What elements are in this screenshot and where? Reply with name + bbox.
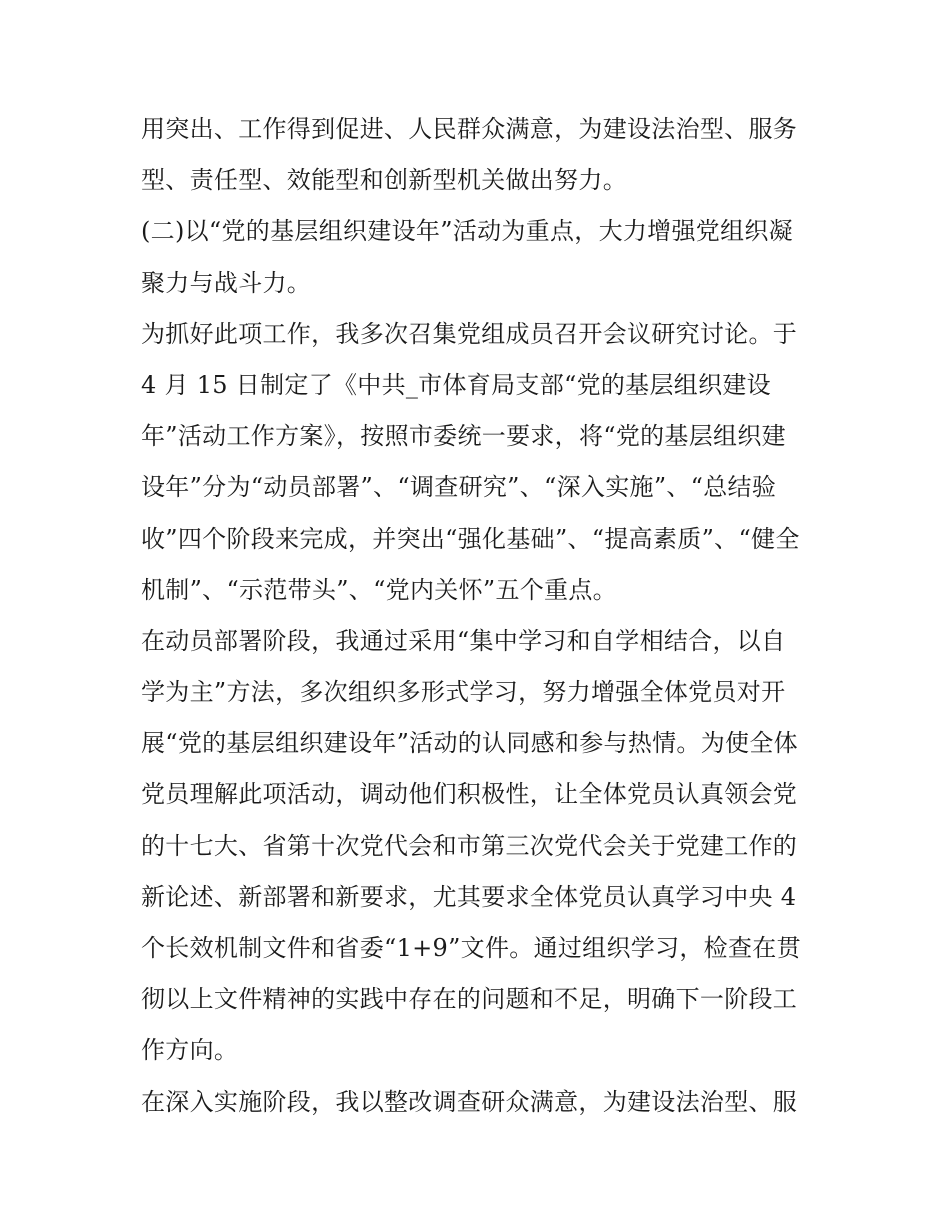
text-line: 型、责任型、效能型和创新型机关做出努力。 [141, 166, 627, 195]
text-line: 作方向。 [141, 1036, 239, 1065]
text-line: 新论述、新部署和新要求，尤其要求全体党员认真学习中央 4 [141, 882, 797, 911]
section-heading [141, 206, 821, 308]
paragraph [141, 1077, 821, 1128]
text-line: (二)以“党的基层组织建设年”活动为重点，大力增强党组织凝 [141, 217, 793, 246]
paragraph [141, 616, 821, 1077]
text-line: 4 月 15 日制定了《中共_市体育局支部“党的基层组织建设 [141, 370, 771, 399]
text-line: 彻以上文件精神的实践中存在的问题和不足，明确下一阶段工 [141, 985, 798, 1014]
paragraph [141, 104, 821, 206]
text-line: 为抓好此项工作，我多次召集党组成员召开会议研究讨论。于 [141, 319, 798, 348]
text-line: 机制”、“示范带头”、“党内关怀”五个重点。 [141, 575, 617, 604]
text-line: 在深入实施阶段，我以整改调查研众满意，为建设法治型、服 [141, 1087, 798, 1116]
text-line: 设年”分为“动员部署”、“调查研究”、“深入实施”、“总结验 [141, 473, 777, 502]
text-line: 用突出、工作得到促进、人民群众满意，为建设法治型、服务 [141, 115, 798, 143]
paragraph [141, 309, 821, 616]
text-line: 的十七大、省第十次党代会和市第三次党代会关于党建工作的 [141, 831, 798, 860]
text-line: 个长效机制文件和省委“1+9”文件。通过组织学习，检查在贯 [141, 934, 801, 962]
text-line: 年”活动工作方案》，按照市委统一要求，将“党的基层组织建 [141, 422, 786, 451]
text-line: 展“党的基层组织建设年”活动的认同感和参与热情。为使全体 [141, 729, 798, 758]
text-line: 收”四个阶段来完成，并突出“强化基础”、“提高素质”、“健全 [141, 524, 800, 553]
text-line: 学为主”方法，多次组织多形式学习，努力增强全体党员对开 [141, 678, 786, 707]
text-line: 在动员部署阶段，我通过采用“集中学习和自学相结合，以自 [141, 626, 786, 655]
text-line: 党员理解此项活动，调动他们积极性，让全体党员认真领会党 [141, 780, 798, 809]
document-body [141, 104, 821, 1128]
text-line: 聚力与战斗力。 [141, 268, 312, 297]
